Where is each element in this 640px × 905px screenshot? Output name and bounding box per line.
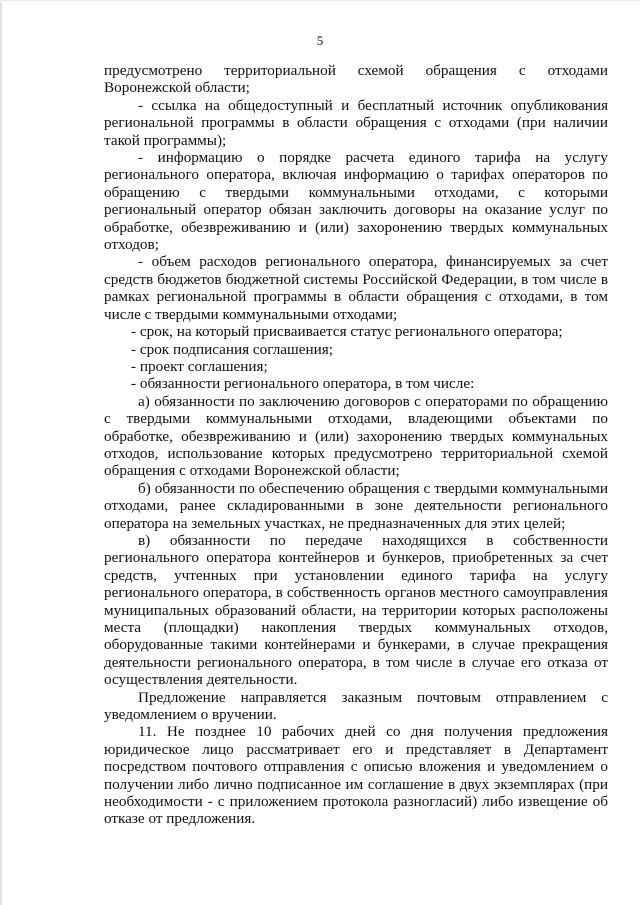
- scan-edge-left: [0, 0, 3, 905]
- scan-edge-top: [0, 0, 640, 2]
- subitem-b: б) обязанности по обеспечению обращения с твердыми коммунальными отходами, ранее складированными в зоне деятельности регионального оператора на земельных участках, не предназначенных для этих целей;: [104, 479, 608, 532]
- paragraph-clause-11: 11. Не позднее 10 рабочих дней со дня получения предложения юридическое лицо рассматривает его и представляет в Департамент посредством почтового отправления с описью вложения и уведомлением о получении либо лично подписанное им соглашение в двух экземплярах (при необходимости - с приложением протокола разногласий) либо извещение об отказе от предложения.: [104, 723, 608, 828]
- subitem-a: а) обязанности по заключению договоров с операторами по обращению с твердыми коммунальными отходами, владеющими объектами по обработке, обезвреживанию и (или) захоронению твердых коммунальных отходов, использование которых предусмотрено территориальной схемой обращения с отходами Воронежской области;: [104, 392, 608, 480]
- list-item-draft-agreement: - проект соглашения;: [131, 357, 268, 375]
- list-item-status-term: - срок, на который присваивается статус регионального оператора;: [131, 323, 563, 341]
- list-item-tariff-info: - информацию о порядке расчета единого тарифа на услугу регионального оператора, включая информацию о тарифах операторов по обращению с твердыми коммунальными отходами, с которыми региональный оператор обязан заключить договоры на оказание услуг по обработке, обезвреживанию и (или) захоронению твердых коммунальных отходов;: [104, 149, 608, 254]
- list-item-obligations: - обязанности регионального оператора, в том числе:: [131, 375, 475, 393]
- list-item-publication-link: - ссылка на общедоступный и бесплатный источник опубликования региональной программы в области обращения с отходами (при наличии такой программы);: [104, 96, 608, 149]
- paragraph-delivery: Предложение направляется заказным почтовым отправлением с уведомлением о вручении.: [104, 688, 608, 724]
- subitem-v: в) обязанности по передаче находящихся в собственности регионального оператора контейнеров и бункеров, приобретенных за счет средств, учтенных при установлении единого тарифа на услугу регионального оператора, в собственность органов местного самоуправления муниципальных образований области, на территории которых расположены места (площадки) накопления твердых коммунальных отходов, оборудованные такими контейнерами и бункерами, в случае прекращения деятельности регионального оператора, в том числе в случае его отказа от осуществления деятельности.: [104, 531, 608, 689]
- list-item-expenses: - объем расходов регионального оператора, финансируемых за счет средств бюджетов бюджетной системы Российской Федерации, в том числе в рамках региональной программы в области обращения с отходами, в том числе с твердыми коммунальными отходами;: [104, 253, 608, 323]
- document-body: [104, 62, 608, 828]
- paragraph-continuation: предусмотрено территориальной схемой обращения с отходами Воронежской области;: [104, 62, 608, 97]
- list-item-signing-term: - срок подписания соглашения;: [131, 340, 333, 358]
- page-number: 5: [316, 33, 324, 48]
